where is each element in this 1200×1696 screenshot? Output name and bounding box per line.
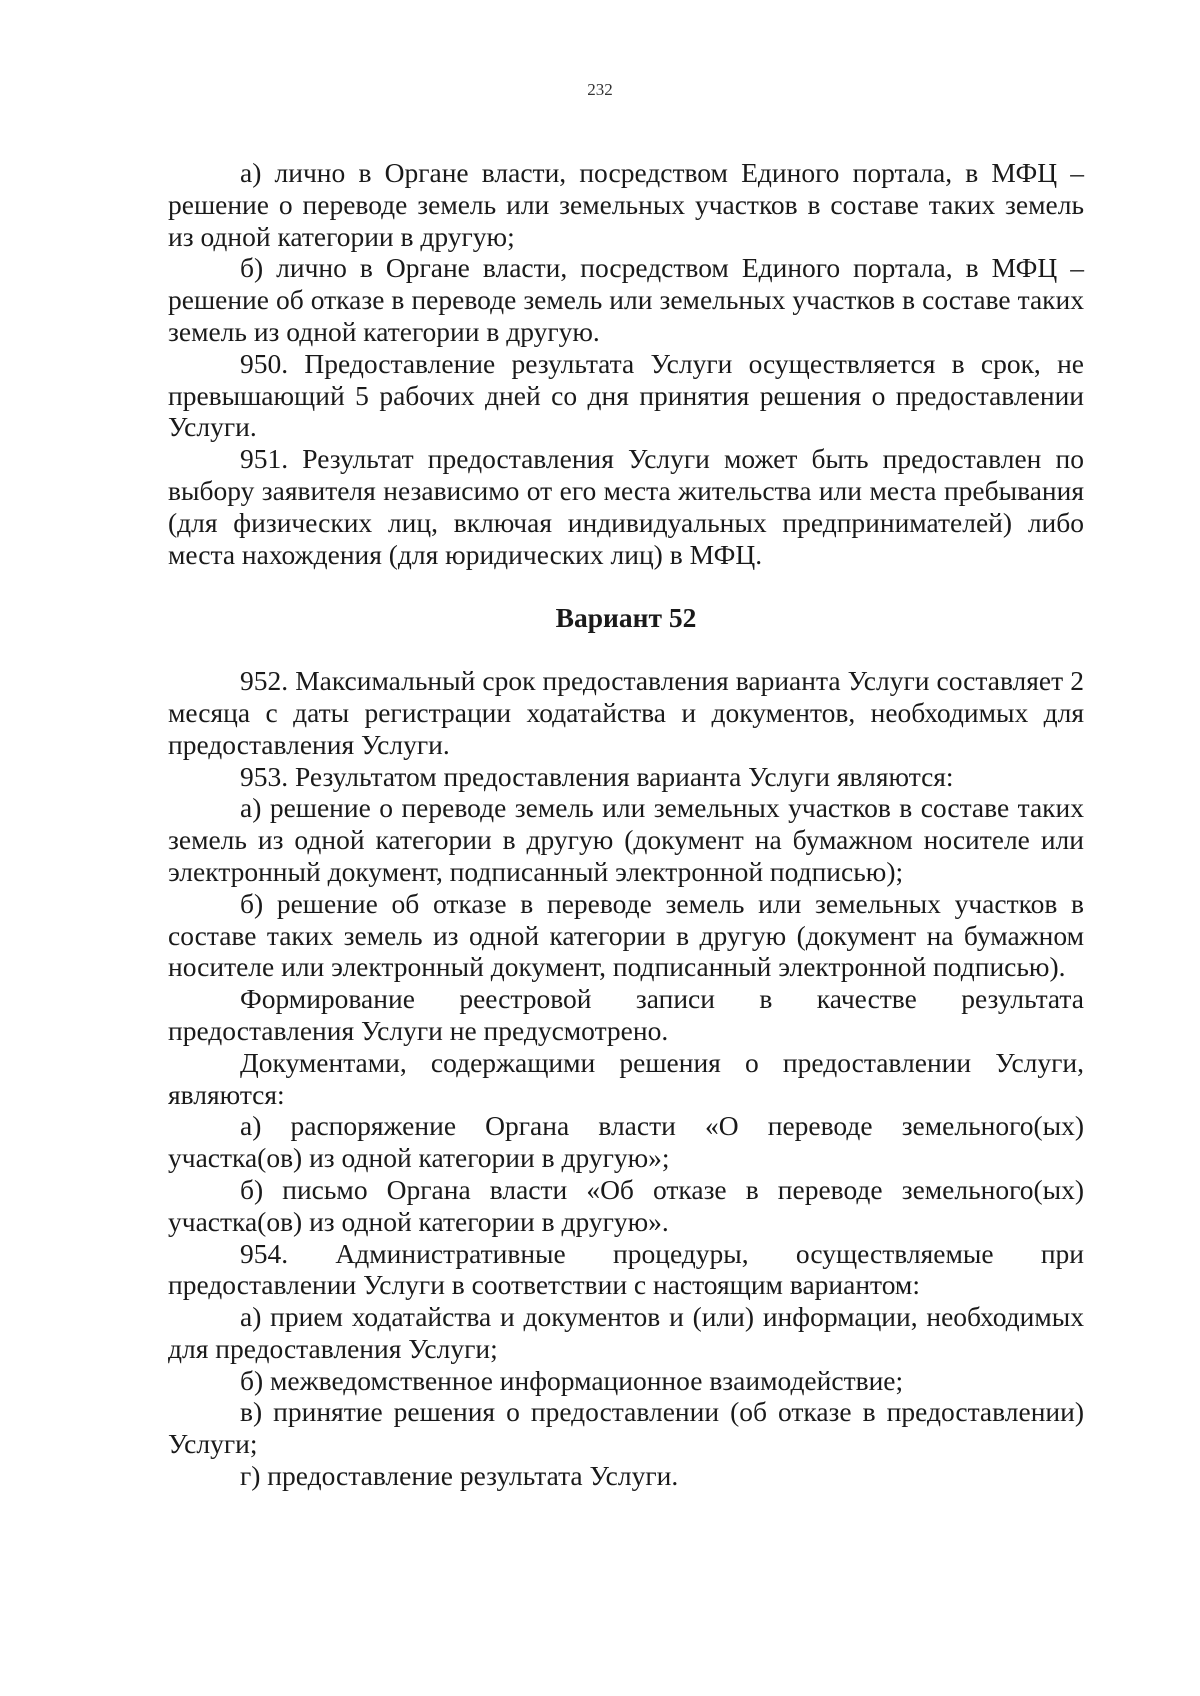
paragraph-b-personal-refusal: б) лично в Органе власти, посредством Единого портала, в МФЦ – решение об отказе в переводе земель или земельных участков в составе таких земель из одной категории в другую. xyxy=(168,252,1084,347)
section-heading: Вариант 52 xyxy=(555,602,697,634)
paragraph-952: 952. Максимальный срок предоставления варианта Услуги составляет 2 месяца с даты регистрации ходатайства и документов, необходимых для предоставления Услуги. xyxy=(168,665,1084,760)
paragraph-953-b: б) решение об отказе в переводе земель или земельных участков в составе таких земель из одной категории в другую (документ на бумажном носителе или электронный документ, подписанный электронной подписью). xyxy=(168,887,1084,983)
paragraph-954-a: а) прием ходатайства и документов и (или) информации, необходимых для предоставления Услуги; xyxy=(168,1301,1084,1364)
paragraph-954: 954. Административные процедуры, осуществляемые при предоставлении Услуги в соответствии с настоящим вариантом: xyxy=(168,1237,1084,1301)
paragraph-954-b: б) межведомственное информационное взаимодействие; xyxy=(240,1364,904,1396)
paragraph-951: 951. Результат предоставления Услуги может быть предоставлен по выбору заявителя независимо от его места жительства или места пребывания (для физических лиц, включая индивидуальных предпринимателей) либо места нахождения (для юридических лиц) в МФЦ. xyxy=(168,443,1084,570)
paragraph-953: 953. Результатом предоставления варианта Услуги являются: xyxy=(240,760,954,792)
paragraph-950: 950. Предоставление результата Услуги осуществляется в срок, не превышающий 5 рабочих дней со дня принятия решения о предоставлении Услуги. xyxy=(168,347,1084,443)
document-body xyxy=(168,157,1084,1492)
paragraph-953-a: а) решение о переводе земель или земельных участков в составе таких земель из одной категории в другую (документ на бумажном носителе или электронный документ, подписанный электронной подписью); xyxy=(168,792,1084,887)
paragraph-registry-record: Формирование реестровой записи в качестве результата предоставления Услуги не предусмотрено. xyxy=(168,983,1084,1046)
paragraph-decision-documents: Документами, содержащими решения о предоставлении Услуги, являются: xyxy=(168,1046,1084,1110)
paragraph-954-c: в) принятие решения о предоставлении (об отказе в предоставлении) Услуги; xyxy=(168,1396,1084,1460)
paragraph-954-d: г) предоставление результата Услуги. xyxy=(240,1460,679,1492)
paragraph-decision-documents-b: б) письмо Органа власти «Об отказе в переводе земельного(ых) участка(ов) из одной категории в другую». xyxy=(168,1173,1084,1237)
paragraph-decision-documents-a: а) распоряжение Органа власти «О переводе земельного(ых) участка(ов) из одной категории в другую»; xyxy=(168,1110,1084,1174)
page-number: 232 xyxy=(587,80,613,99)
paragraph-a-personal-decision: а) лично в Органе власти, посредством Единого портала, в МФЦ – решение о переводе земель или земельных участков в составе таких земель из одной категории в другую; xyxy=(168,157,1084,252)
